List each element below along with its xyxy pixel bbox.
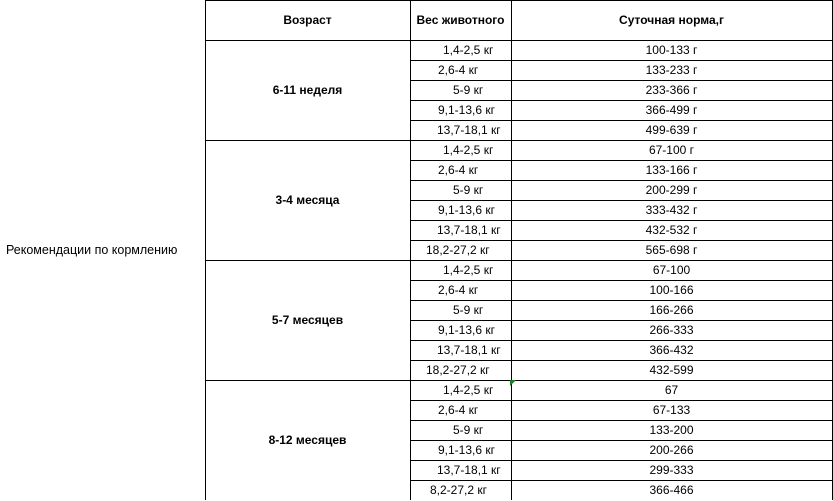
- grid-line-vertical: [410, 0, 411, 500]
- norm-cell: 266-333: [649, 323, 694, 337]
- norm-cell: 200-299 г: [645, 183, 698, 197]
- norm-cell: 100-166: [649, 283, 694, 297]
- weight-cell: 9,1-13,6 кг: [438, 203, 495, 217]
- norm-cell: 366-466: [649, 483, 694, 497]
- weight-cell: 1,4-2,5 кг: [443, 383, 494, 397]
- grid-line-horizontal: [205, 40, 833, 41]
- weight-cell: 18,2-27,2 кг: [426, 363, 490, 377]
- weight-cell: 5-9 кг: [453, 423, 484, 437]
- grid-line-horizontal: [205, 0, 833, 1]
- norm-cell: 133-200: [649, 423, 694, 437]
- weight-cell: 2,6-4 кг: [438, 163, 479, 177]
- age-group-cell: 8-12 месяцев: [268, 433, 347, 447]
- age-group-cell: 6-11 неделя: [272, 83, 343, 97]
- grid-line-vertical: [205, 0, 206, 500]
- norm-cell: 133-233 г: [645, 63, 698, 77]
- norm-cell: 299-333: [649, 463, 694, 477]
- norm-cell: 565-698 г: [645, 243, 698, 257]
- weight-cell: 5-9 кг: [453, 303, 484, 317]
- norm-cell: 200-266: [649, 443, 694, 457]
- age-group-cell: 3-4 месяца: [275, 193, 340, 207]
- norm-cell: 67-133: [652, 403, 691, 417]
- norm-cell: 432-599: [649, 363, 694, 377]
- norm-cell: 499-639 г: [645, 123, 698, 137]
- header-age: Возраст: [283, 13, 332, 27]
- weight-cell: 9,1-13,6 кг: [438, 443, 495, 457]
- norm-cell: 67: [664, 383, 679, 397]
- grid-line-vertical: [511, 0, 512, 500]
- norm-cell: 366-432: [649, 343, 694, 357]
- weight-cell: 1,4-2,5 кг: [443, 143, 494, 157]
- norm-cell: 333-432 г: [645, 203, 698, 217]
- weight-cell: 2,6-4 кг: [438, 283, 479, 297]
- norm-cell: 366-499 г: [645, 103, 698, 117]
- norm-cell: 432-532 г: [645, 223, 698, 237]
- norm-cell: 67-100 г: [648, 143, 695, 157]
- weight-cell: 1,4-2,5 кг: [443, 43, 494, 57]
- norm-cell: 133-166 г: [645, 163, 698, 177]
- sheet-title: Рекомендации по кормлению: [6, 243, 178, 257]
- norm-cell: 67-100: [652, 263, 691, 277]
- cell-error-marker-icon: [510, 380, 516, 386]
- weight-cell: 2,6-4 кг: [438, 63, 479, 77]
- norm-cell: 100-133 г: [645, 43, 698, 57]
- weight-cell: 5-9 кг: [453, 83, 484, 97]
- header-norm: Суточная норма,г: [619, 13, 724, 27]
- norm-cell: 233-366 г: [645, 83, 698, 97]
- weight-cell: 9,1-13,6 кг: [438, 103, 495, 117]
- weight-cell: 1,4-2,5 кг: [443, 263, 494, 277]
- norm-cell: 166-266: [649, 303, 694, 317]
- weight-cell: 9,1-13,6 кг: [438, 323, 495, 337]
- weight-cell: 18,2-27,2 кг: [426, 243, 490, 257]
- age-group-cell: 5-7 месяцев: [271, 313, 344, 327]
- weight-cell: 8,2-27,2 кг: [430, 483, 487, 497]
- weight-cell: 13,7-18,1 кг: [437, 463, 501, 477]
- weight-cell: 5-9 кг: [453, 183, 484, 197]
- weight-cell: 2,6-4 кг: [438, 403, 479, 417]
- header-weight: Вес животного: [416, 13, 505, 27]
- weight-cell: 13,7-18,1 кг: [437, 223, 501, 237]
- weight-cell: 13,7-18,1 кг: [437, 343, 501, 357]
- weight-cell: 13,7-18,1 кг: [437, 123, 501, 137]
